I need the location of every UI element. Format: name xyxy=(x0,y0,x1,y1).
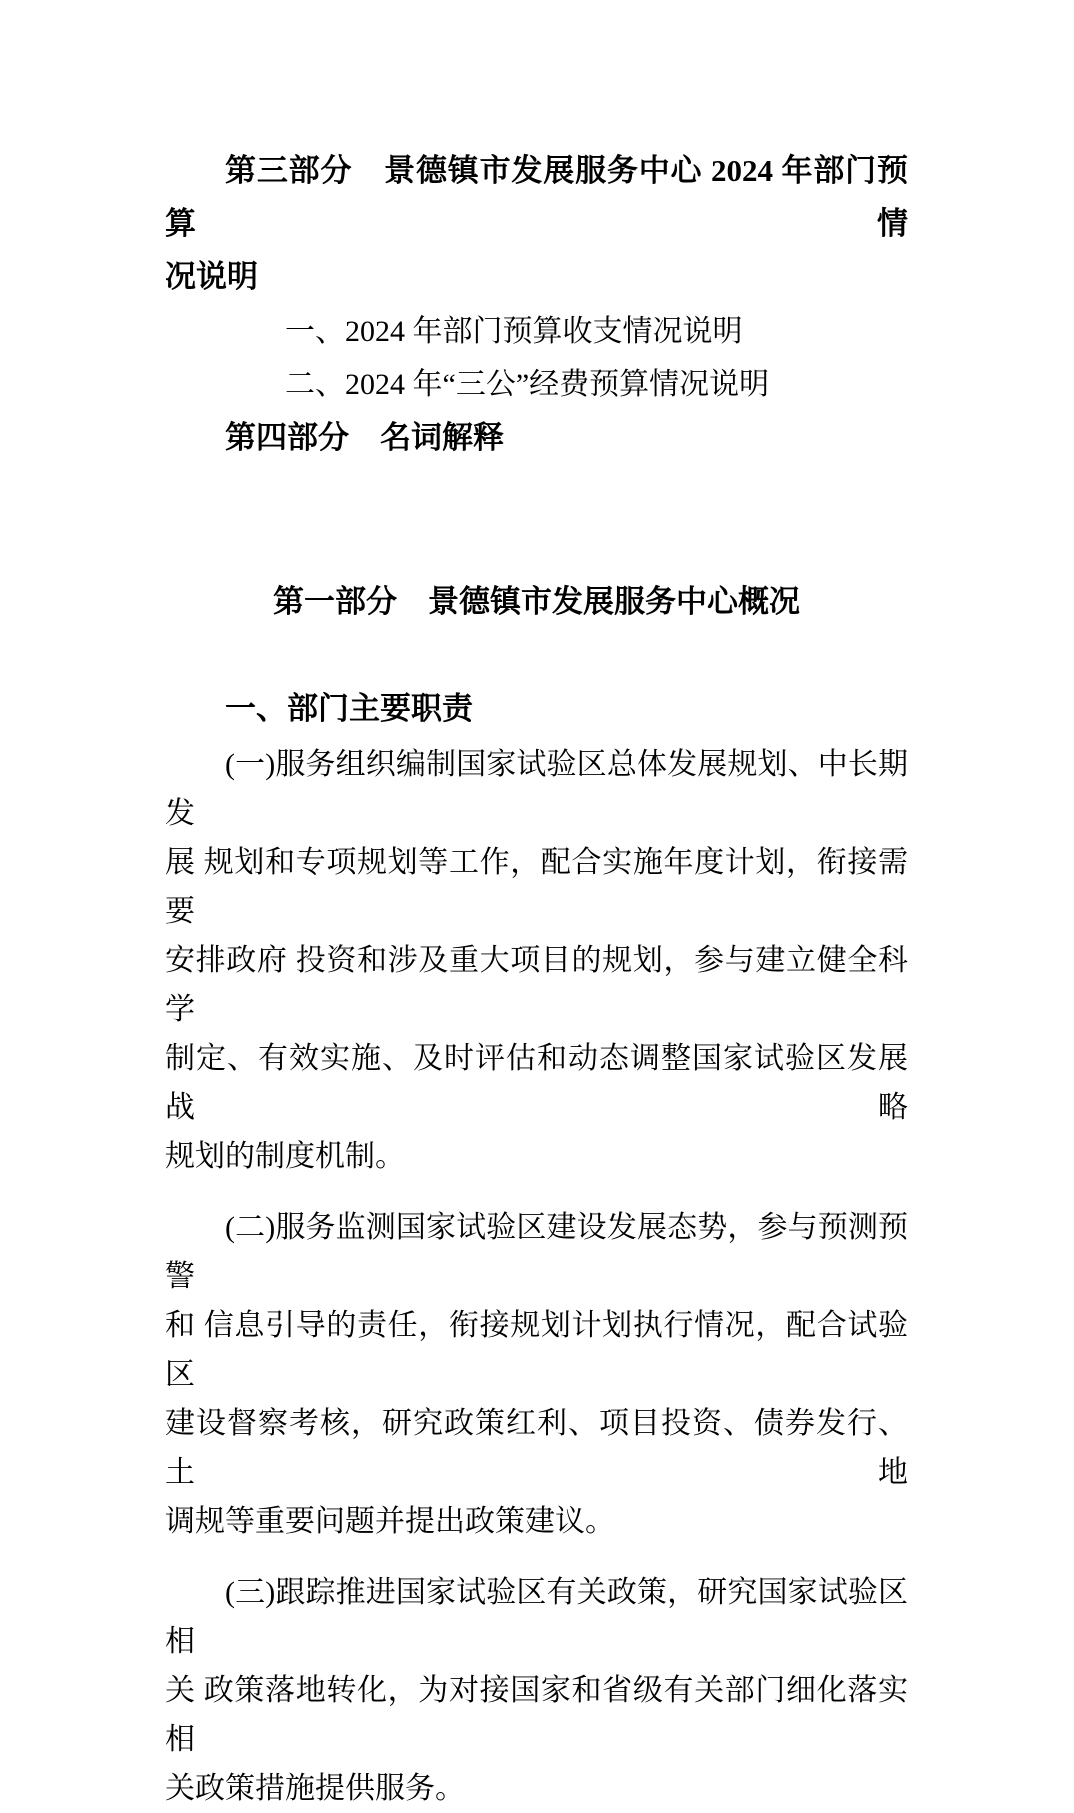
paragraph-3-line-1: (三)跟踪推进国家试验区有关政策，研究国家试验区相 xyxy=(165,1576,908,1658)
paragraph-3-line-2: 关 政策落地转化，为对接国家和省级有关部门细化落实相 xyxy=(165,1674,908,1756)
toc-item-list xyxy=(165,305,908,411)
toc-part3-heading-line-1: 第三部分 景德镇市发展服务中心 2024 年部门预算情 xyxy=(165,153,908,241)
paragraph-3 xyxy=(165,1568,908,1813)
section1-heading: 一、部门主要职责 xyxy=(225,691,473,726)
paragraph-1-line-2: 展 规划和专项规划等工作，配合实施年度计划，衔接需要 xyxy=(165,846,908,928)
paragraph-1 xyxy=(165,740,908,1181)
paragraph-3-line-3: 关政策措施提供服务。 xyxy=(165,1772,465,1805)
paragraph-2-line-3: 建设督察考核，研究政策红利、项目投资、债券发行、土地 xyxy=(165,1407,908,1489)
paragraph-2-line-4: 调规等重要问题并提出政策建议。 xyxy=(165,1505,615,1538)
toc-part4-heading: 第四部分 名词解释 xyxy=(225,420,504,455)
paragraph-2-line-1: (二)服务监测国家试验区建设发展态势，参与预测预警 xyxy=(165,1211,908,1293)
paragraph-1-line-1: (一)服务组织编制国家试验区总体发展规划、中长期发 xyxy=(165,748,908,830)
toc-item-budget-revenue-expenditure: 一、2024 年部门预算收支情况说明 xyxy=(285,315,743,348)
toc-item-three-public-funds: 二、2024 年“三公”经费预算情况说明 xyxy=(285,368,770,401)
paragraph-1-line-3: 安排政府 投资和涉及重大项目的规划，参与建立健全科学 xyxy=(165,944,908,1026)
part1-title: 第一部分 景德镇市发展服务中心概况 xyxy=(273,584,800,619)
paragraph-2-line-2: 和 信息引导的责任，衔接规划计划执行情况，配合试验区 xyxy=(165,1309,908,1391)
toc-part3-heading xyxy=(165,144,908,303)
toc-part3-heading-line-2: 况说明 xyxy=(165,259,258,294)
paragraph-2 xyxy=(165,1203,908,1546)
paragraph-1-line-4: 制定、有效实施、及时评估和动态调整国家试验区发展战略 xyxy=(165,1042,908,1124)
paragraph-1-line-5: 规划的制度机制。 xyxy=(165,1140,405,1173)
